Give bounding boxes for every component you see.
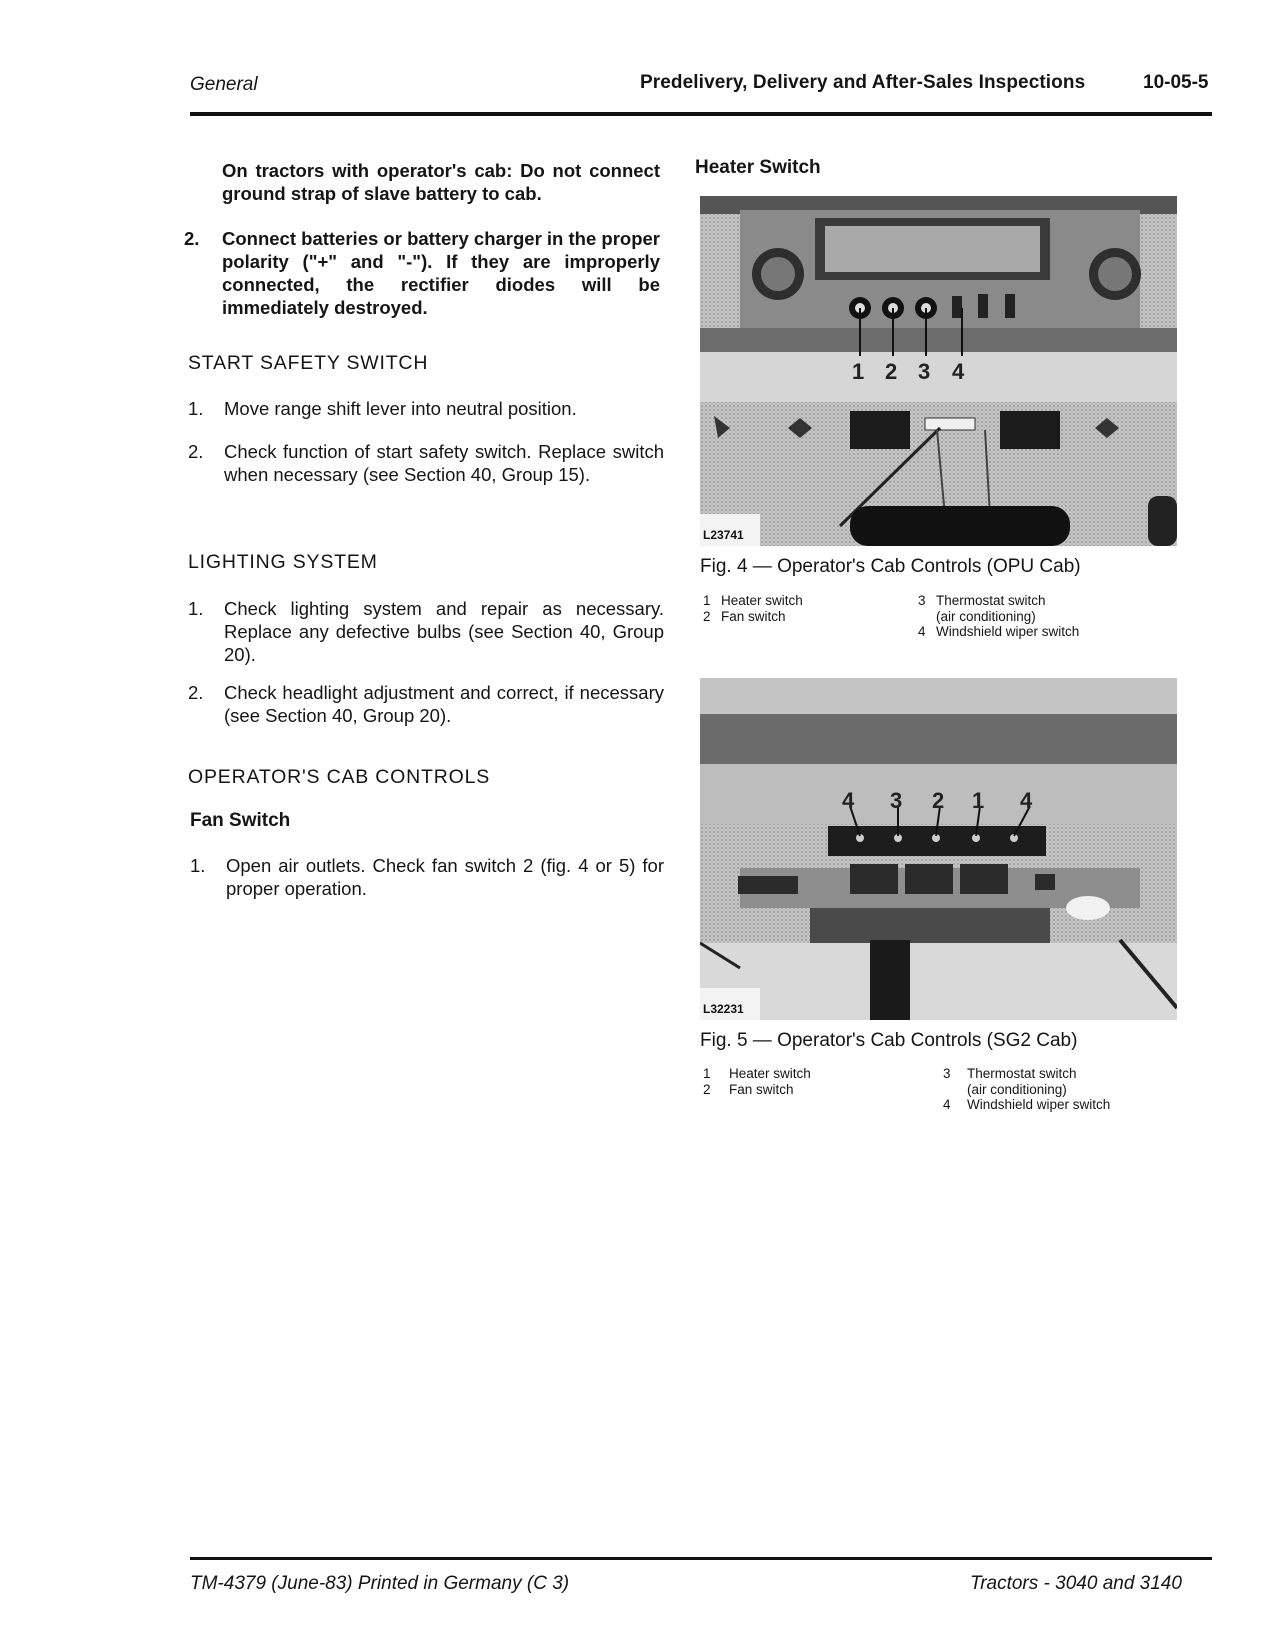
fig4-callout-4: 4 bbox=[952, 359, 965, 384]
legend-item: 1 Heater switch bbox=[703, 593, 803, 608]
figure-5-drawing bbox=[700, 678, 1177, 1020]
start-safety-step2-text: Check function of start safety switch. Replace switch when necessary (see Section 40, Group 15). bbox=[224, 441, 664, 485]
header-title: Predelivery, Delivery and After-Sales Inspections bbox=[640, 72, 1086, 93]
fan-step1-number: 1. bbox=[190, 855, 206, 876]
legend-item: 3 Thermostat switch bbox=[943, 1066, 1077, 1081]
heading-start-safety-switch: START SAFETY SWITCH bbox=[188, 352, 429, 374]
legend-item: (air conditioning) bbox=[967, 1081, 1067, 1097]
fan-step1-text: Open air outlets. Check fan switch 2 (fig. 4 or 5) for proper operation. bbox=[226, 855, 664, 899]
lighting-step2-number: 2. bbox=[188, 682, 204, 703]
step2-number: 2. bbox=[184, 228, 200, 249]
legend-item: 1 Heater switch bbox=[703, 1066, 811, 1081]
fig5-callout-3: 3 bbox=[890, 788, 903, 813]
footer-publication: TM-4379 (June-83) Printed in Germany (C 3) bbox=[190, 1573, 570, 1594]
fig5-legend-left bbox=[703, 1066, 811, 1097]
header-section: General bbox=[190, 74, 258, 95]
heading-lighting-system: LIGHTING SYSTEM bbox=[188, 551, 378, 573]
fig5-callout-2: 2 bbox=[932, 788, 945, 813]
lighting-step2-text: Check headlight adjustment and correct, if necessary (see Section 40, Group 20). bbox=[224, 682, 664, 726]
legend-item: 4 Windshield wiper switch bbox=[943, 1097, 1111, 1112]
heading-operators-cab-controls: OPERATOR'S CAB CONTROLS bbox=[188, 766, 491, 788]
figure-5-caption: Fig. 5 — Operator's Cab Controls (SG2 Cab) bbox=[700, 1030, 1078, 1051]
footer-model: Tractors - 3040 and 3140 bbox=[970, 1573, 1182, 1594]
legend-item: 3 Thermostat switch bbox=[918, 593, 1046, 608]
cab-note: On tractors with operator's cab: Do not connect ground strap of slave battery to cab. bbox=[222, 160, 660, 204]
subheading-heater-switch: Heater Switch bbox=[695, 157, 821, 178]
fig5-callout-4a: 4 bbox=[842, 788, 855, 813]
lighting-step1-number: 1. bbox=[188, 598, 204, 619]
fig4-callout-3: 3 bbox=[918, 359, 931, 384]
figure-4-photo bbox=[700, 196, 1177, 546]
step2-text: Connect batteries or battery charger in the proper polarity ("+" and "-"). If they are improperly connected, the rectifier diodes will be immediately destroyed. bbox=[222, 228, 660, 318]
fig5-callout-4b: 4 bbox=[1020, 788, 1033, 813]
figure-4-drawing bbox=[700, 196, 1177, 546]
fig4-callout-1: 1 bbox=[852, 359, 865, 384]
fig4-legend-left bbox=[703, 593, 803, 624]
fig4-callout-2: 2 bbox=[885, 359, 898, 384]
legend-item: 2 Fan switch bbox=[703, 608, 786, 624]
legend-item: 4 Windshield wiper switch bbox=[918, 624, 1080, 639]
fig5-legend-right bbox=[943, 1066, 1110, 1113]
fig4-legend-right bbox=[918, 593, 1079, 640]
start-safety-step1-number: 1. bbox=[188, 398, 204, 419]
subheading-fan-switch: Fan Switch bbox=[190, 810, 291, 831]
legend-item: 2 Fan switch bbox=[703, 1081, 794, 1097]
figure-5-photo bbox=[700, 678, 1177, 1020]
fig5-photo-code: L32231 bbox=[703, 1002, 744, 1016]
start-safety-step1-text: Move range shift lever into neutral position. bbox=[224, 398, 577, 419]
footer-rule bbox=[190, 1557, 1212, 1560]
lighting-step1-text: Check lighting system and repair as necessary. Replace any defective bulbs (see Section 40, Group 20). bbox=[224, 598, 664, 665]
legend-item: (air conditioning) bbox=[936, 608, 1036, 624]
page-number: 10-05-5 bbox=[1143, 72, 1209, 93]
start-safety-step2-number: 2. bbox=[188, 441, 204, 462]
figure-4-caption: Fig. 4 — Operator's Cab Controls (OPU Cab) bbox=[700, 556, 1081, 577]
fig4-photo-code: L23741 bbox=[703, 528, 744, 542]
header-rule bbox=[190, 112, 1212, 116]
fig5-callout-1: 1 bbox=[972, 788, 985, 813]
